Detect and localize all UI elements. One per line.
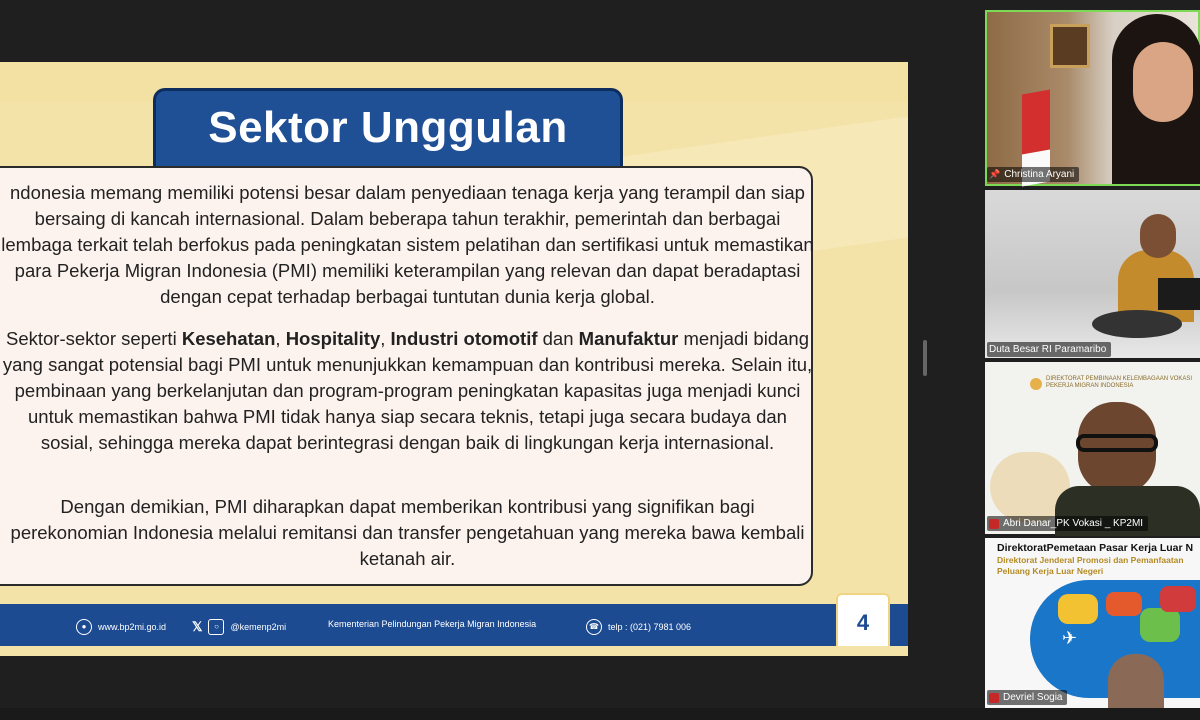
- participant-2-nametag: [987, 342, 1111, 357]
- map-continent: [1160, 586, 1196, 612]
- phone-icon: ☎: [586, 619, 602, 635]
- slide-title-box: [153, 88, 623, 166]
- footer-website: [76, 619, 166, 635]
- pin-icon: 📌: [989, 169, 1001, 179]
- participant-4-banner-subtitle: Direktorat Jenderal Promosi dan Pemanfaatan Peluang Kerja Luar Negeri: [997, 555, 1184, 576]
- flag-red: [1022, 90, 1050, 155]
- direktorat-logo-text: DIREKTORAT PEMBINAAN KELEMBAGAAN VOKASI PEKERJA MIGRAN INDONESIA: [1046, 376, 1193, 389]
- panel-resize-handle[interactable]: [923, 340, 927, 376]
- keyword-manufaktur: Manufaktur: [578, 328, 679, 349]
- footer-ministry: [328, 619, 536, 629]
- participant-3-name: Abri Danar_PK Vokasi _ KP2MI: [1003, 518, 1144, 529]
- globe-icon: ●: [76, 619, 92, 635]
- slide-paragraph-2: [0, 326, 815, 456]
- participant-3-nametag: [987, 516, 1148, 531]
- footer-phone-text: telp : (021) 7981 006: [608, 622, 692, 632]
- participant-2-head: [1140, 214, 1176, 258]
- slide-paragraph-1: ndonesia memang memiliki potensi besar dalam penyediaan tenaga kerja yang terampil dan siap bersaing di kancah internasional. Dalam beberapa tahun terakhir, pemerintah dan berbagai lembaga terkait telah berfokus pada peningkatan sistem pelatihan dan sertifikasi untuk memastikan para Pekerja Migran Indonesia (PMI) memiliki keterampilan yang relevan dan dapat beradaptasi dengan cepat terhadap berbagai tuntutan dunia kerja global.: [1, 182, 814, 307]
- paragraph-2-rest: menjadi bidang yang sangat potensial bagi PMI untuk menunjukkan kemampuan dan kontribusi mereka. Selain itu, pembinaan yang berkelanjutan dan program-program peningkatan kapasitas juga menjadi kunci untuk memastikan bahwa PMI tidak hanya siap secara teknis, tetapi juga secara budaya dan sosial, sehingga mereka dapat berintegrasi dengan baik di lingkungan kerja internasional.: [2, 328, 813, 453]
- footer-social: [192, 619, 286, 635]
- participant-2-name: Duta Besar RI Paramaribo: [989, 344, 1107, 355]
- direktorat-logo-icon: [1030, 378, 1042, 390]
- map-continent: [1058, 594, 1098, 624]
- map-continent: [1106, 592, 1142, 616]
- slide-footer: [0, 604, 908, 646]
- slide-page-number: 4: [836, 593, 890, 649]
- footer-social-text: @kemenp2mi: [230, 622, 287, 632]
- wall-portrait: [1050, 24, 1090, 68]
- keyword-kesehatan: Kesehatan: [181, 328, 276, 349]
- slide-title: Sektor Unggulan: [208, 103, 568, 152]
- participant-3-glasses: [1076, 434, 1158, 452]
- conference-speaker: [1092, 310, 1182, 338]
- participant-4-banner-title: DirektoratPemetaan Pasar Kerja Luar N: [997, 542, 1194, 554]
- slide-bottom-band: [0, 646, 908, 656]
- footer-phone: [586, 619, 691, 635]
- paragraph-2-lead: Sektor-sektor seperti: [6, 328, 182, 349]
- instagram-icon: ○: [208, 619, 224, 635]
- keyword-hospitality: Hospitality: [285, 328, 381, 349]
- participant-1-nametag: [987, 167, 1079, 182]
- shared-slide: [0, 62, 908, 656]
- slide-content-panel: [0, 166, 813, 586]
- participant-4-person: [1108, 654, 1164, 708]
- x-logo-icon: 𝕏: [192, 619, 203, 634]
- participant-4-nametag: [987, 690, 1067, 705]
- participant-4-name: Devriel Sogia: [1003, 692, 1063, 703]
- mic-muted-icon: [989, 519, 999, 529]
- participant-2-monitor: [1158, 278, 1200, 310]
- map-continent: [1140, 608, 1180, 642]
- keyword-industri-otomotif: Industri otomotif: [390, 328, 538, 349]
- participant-1-face: [1133, 42, 1193, 122]
- separator: ,: [275, 328, 286, 349]
- participant-1-name: Christina Aryani: [1004, 169, 1075, 180]
- meeting-toolbar-strip[interactable]: [0, 708, 1200, 720]
- separator: ,: [380, 328, 391, 349]
- airplane-icon: ✈: [1062, 628, 1078, 648]
- mic-muted-icon: [989, 693, 999, 703]
- slide-paragraph-3: Dengan demikian, PMI diharapkan dapat memberikan kontribusi yang signifikan bagi perekonomian Indonesia melalui remitansi dan transfer pengetahuan yang mereka bawa kembali ketanah air.: [10, 496, 805, 569]
- footer-website-text: www.bp2mi.go.id: [98, 622, 167, 632]
- separator: dan: [537, 328, 579, 349]
- footer-ministry-text: Kementerian Pelindungan Pekerja Migran Indonesia: [328, 619, 537, 629]
